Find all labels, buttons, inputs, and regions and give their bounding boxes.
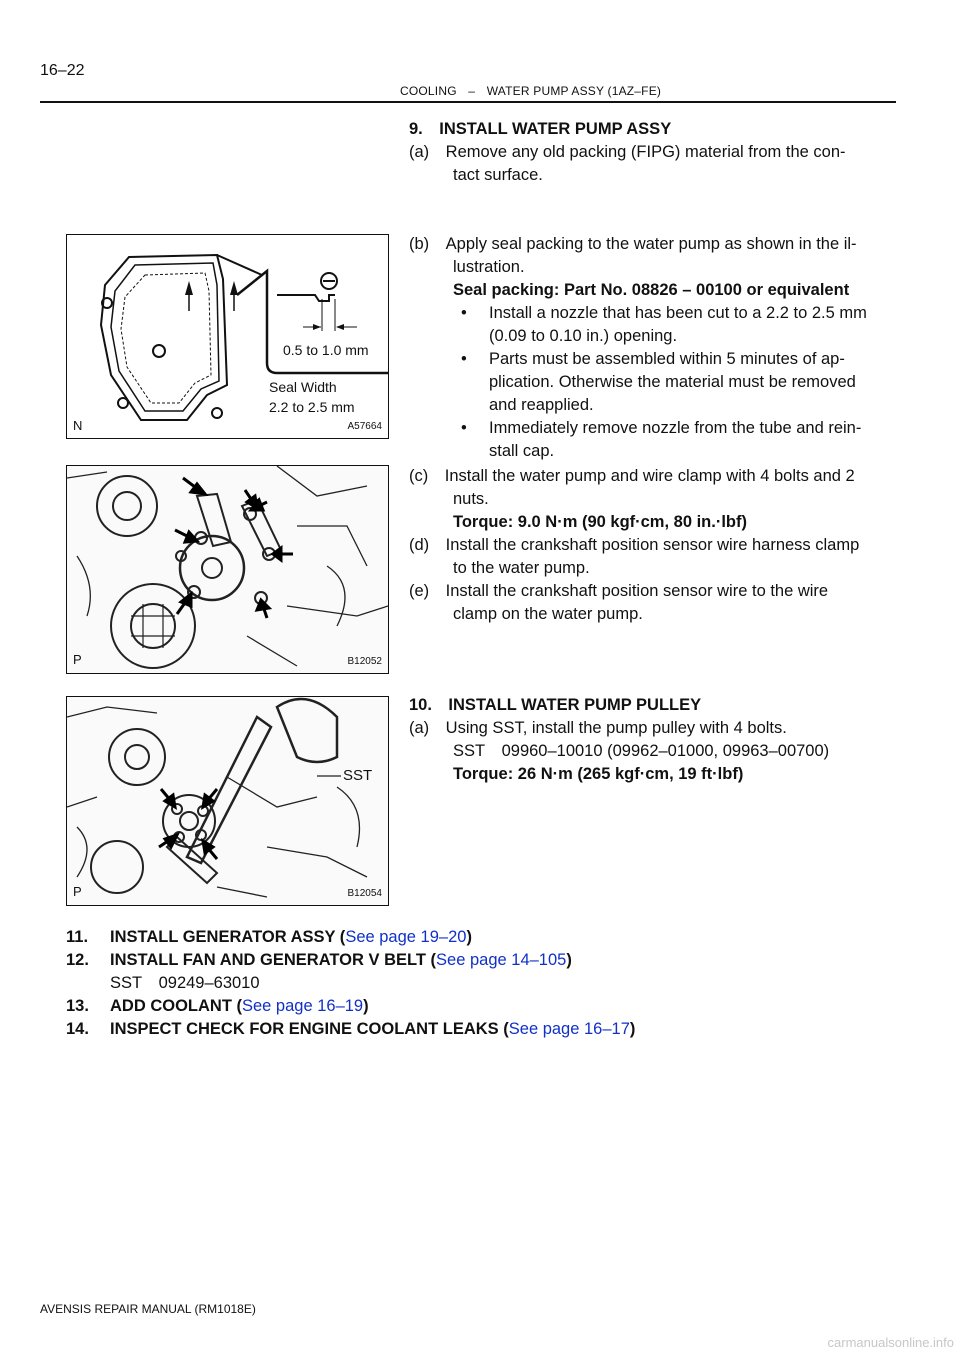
step-14-link[interactable]: See page 16–17 <box>508 1020 630 1038</box>
seal-width-label-line2: 2.2 to 2.5 mm <box>269 399 355 415</box>
bullet-dot: • <box>461 350 467 368</box>
section-header <box>400 84 661 98</box>
step-13-text: ADD COOLANT ( <box>110 997 242 1015</box>
pulley-sst-photo <box>67 697 388 905</box>
bullet-3 <box>461 417 861 440</box>
torque-spec-9c: Torque: 9.0 N·m (90 kgf·cm, 80 in.·lbf) <box>453 513 747 531</box>
step-13-link[interactable]: See page 16–19 <box>241 997 364 1015</box>
step-9b-line2: lustration. <box>453 258 525 276</box>
bullet-3-line2: stall cap. <box>489 442 555 460</box>
step-9e-line2: clamp on the water pump. <box>453 605 643 623</box>
step-9b-line1: (b) Apply seal packing to the water pump as shown in the il- <box>409 235 857 253</box>
step-9c-line2: nuts. <box>453 490 489 508</box>
bullet-dot: • <box>461 419 467 437</box>
figure-code: A57664 <box>347 421 382 432</box>
bullet-dot: • <box>461 304 467 322</box>
bullet-2-line3: and reapplied. <box>489 396 594 414</box>
step-12-close: ) <box>566 951 572 969</box>
step-10-title: 10. INSTALL WATER PUMP PULLEY <box>409 696 702 714</box>
step-12-sst: SST 09249–63010 <box>110 974 260 992</box>
step-14-number: 14. <box>66 1020 89 1038</box>
header-separator: – <box>468 84 476 98</box>
figure-pulley-sst <box>66 696 389 906</box>
bullet-1-line1: Install a nozzle that has been cut to a 2.2 to 2.5 mm <box>489 304 867 322</box>
page-number: 16–22 <box>40 62 85 79</box>
torque-spec-10: Torque: 26 N·m (265 kgf·cm, 19 ft·lbf) <box>453 765 744 783</box>
step-10a: (a) Using SST, install the pump pulley with 4 bolts. <box>409 719 787 737</box>
step-10-sst: SST 09960–10010 (09962–01000, 09963–00700) <box>453 742 830 760</box>
step-14 <box>66 1018 635 1041</box>
step-9-title: 9. INSTALL WATER PUMP ASSY <box>409 120 672 138</box>
figure-corner-mark: P <box>73 652 82 667</box>
header-rule <box>40 101 896 103</box>
water-pump-engine-photo <box>67 466 388 673</box>
step-11 <box>66 926 472 949</box>
figure-code: B12052 <box>347 656 382 667</box>
sst-label: SST <box>343 767 373 784</box>
step-9a-line2: tact surface. <box>453 166 543 184</box>
step-11-link[interactable]: See page 19–20 <box>345 928 467 946</box>
figure-corner-mark: N <box>73 418 83 433</box>
figure-code: B12054 <box>347 888 382 899</box>
step-12-link[interactable]: See page 14–105 <box>436 951 567 969</box>
footer-manual-title: AVENSIS REPAIR MANUAL (RM1018E) <box>40 1302 256 1316</box>
gap-label: 0.5 to 1.0 mm <box>283 342 369 358</box>
watermark: carmanualsonline.info <box>827 1335 954 1350</box>
section-name: COOLING <box>400 84 457 98</box>
step-14-text: INSPECT CHECK FOR ENGINE COOLANT LEAKS ( <box>110 1020 509 1038</box>
step-11-number: 11. <box>66 928 89 946</box>
figure-water-pump-bolts <box>66 465 389 674</box>
step-12-number: 12. <box>66 951 89 969</box>
step-11-close: ) <box>466 928 472 946</box>
bullet-1 <box>461 302 867 325</box>
step-9e-line1: (e) Install the crankshaft position sensor wire to the wire <box>409 582 829 600</box>
figure-seal-packing <box>66 234 389 439</box>
step-9d-line1: (d) Install the crankshaft position sensor wire harness clamp <box>409 536 860 554</box>
subsection-name: WATER PUMP ASSY (1AZ–FE) <box>486 84 662 98</box>
step-13 <box>66 995 369 1018</box>
step-13-number: 13. <box>66 997 89 1015</box>
step-13-close: ) <box>363 997 369 1015</box>
step-12 <box>66 949 572 972</box>
step-14-close: ) <box>629 1020 636 1038</box>
step-11-text: INSTALL GENERATOR ASSY ( <box>110 928 346 946</box>
figure-corner-mark: P <box>73 884 82 899</box>
step-9d-line2: to the water pump. <box>453 559 590 577</box>
bullet-2-line1: Parts must be assembled within 5 minutes of ap- <box>489 350 845 368</box>
seal-packing-spec: Seal packing: Part No. 08826 – 00100 or equivalent <box>453 281 850 299</box>
bullet-1-line2: (0.09 to 0.10 in.) opening. <box>489 327 678 345</box>
bullet-2-line2: plication. Otherwise the material must be removed <box>489 373 856 391</box>
bullet-3-line1: Immediately remove nozzle from the tube and rein- <box>489 419 862 437</box>
seal-width-label-line1: Seal Width <box>269 379 337 395</box>
step-9a-line1: (a) Remove any old packing (FIPG) material from the con- <box>409 143 846 161</box>
step-12-text: INSTALL FAN AND GENERATOR V BELT ( <box>110 951 437 969</box>
seal-width-label <box>269 377 355 417</box>
bullet-2 <box>461 348 845 371</box>
step-9c-line1: (c) Install the water pump and wire clamp with 4 bolts and 2 <box>409 467 855 485</box>
